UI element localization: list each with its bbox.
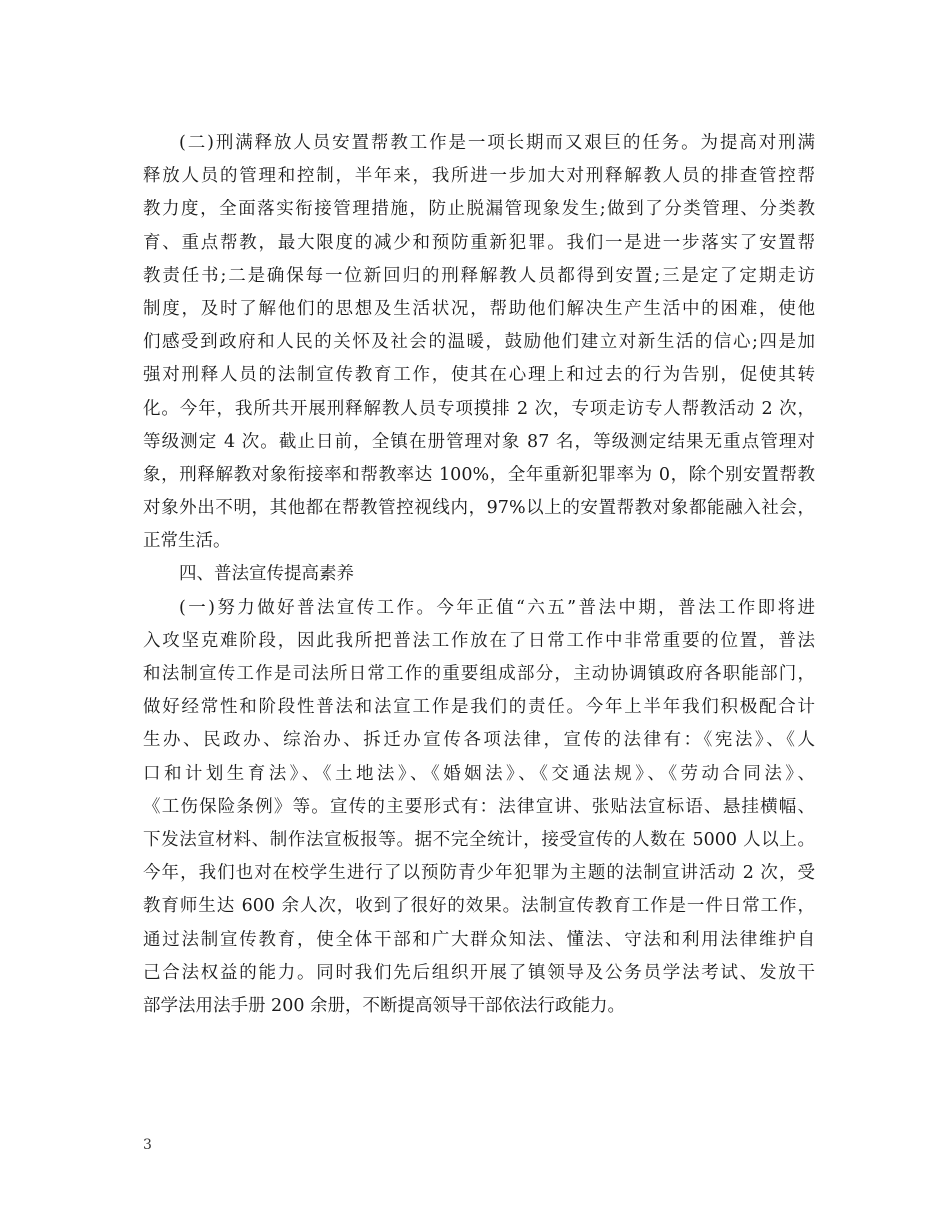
text-line: 育、重点帮教，最大限度的减少和预防重新犯罪。我们一是进一步落实了安置帮 [143, 232, 815, 253]
page-number: 3 [143, 1137, 152, 1153]
text-line: 释放人员的管理和控制，半年来，我所进一步加大对刑释解教人员的排查管控帮 [143, 166, 815, 187]
text-line: 通过法制宣传教育，使全体干部和广大群众知法、懂法、守法和利用法律维护自 [143, 929, 815, 950]
text-line: 下发法宣材料、制作法宣板报等。据不完全统计，接受宣传的人数在 5000 人以上。 [143, 829, 815, 850]
text-line: 部学法用法手册 200 余册，不断提高领导干部依法行政能力。 [143, 995, 626, 1016]
text-line: (一)努力做好普法宣传工作。今年正值“六五”普法中期，普法工作即将进 [179, 597, 815, 618]
text-line: 对象外出不明，其他都在帮教管控视线内，97%以上的安置帮教对象都能融入社会， [143, 498, 815, 519]
text-line: 强对刑释人员的法制宣传教育工作，使其在心理上和过去的行为告别，促使其转 [143, 365, 815, 386]
text-line: 生办、民政办、综治办、拆迁办宣传各项法律，宣传的法律有：《宪法》、《人 [143, 730, 815, 751]
text-line: 四、普法宣传提高素养 [179, 564, 354, 585]
text-line: 和法制宣传工作是司法所日常工作的重要组成部分，主动协调镇政府各职能部门， [143, 664, 815, 684]
text-line: 口和计划生育法》、《土地法》、《婚姻法》、《交通法规》、《劳动合同法》、 [143, 763, 815, 784]
text-line: 化。今年，我所共开展刑释解教人员专项摸排 2 次，专项走访专人帮教活动 2 次， [143, 398, 815, 419]
text-line: (二)刑满释放人员安置帮教工作是一项长期而又艰巨的任务。为提高对刑满 [179, 133, 815, 153]
text-line: 己合法权益的能力。同时我们先后组织开展了镇领导及公务员学法考试、发放干 [143, 962, 815, 983]
text-line: 等级测定 4 次。截止日前，全镇在册管理对象 87 名，等级测定结果无重点管理对 [143, 431, 815, 452]
text-line: 象，刑释解教对象衔接率和帮教率达 100%，全年重新犯罪率为 0，除个别安置帮教 [143, 464, 815, 485]
text-line: 制度，及时了解他们的思想及生活状况，帮助他们解决生产生活中的困难，使他 [143, 298, 815, 319]
text-line: 们感受到政府和人民的关怀及社会的温暖，鼓励他们建立对新生活的信心;四是加 [143, 332, 815, 353]
text-line: 做好经常性和阶段性普法和法宣工作是我们的责任。今年上半年我们积极配合计 [143, 697, 815, 718]
text-line: 教力度，全面落实衔接管理措施，防止脱漏管现象发生;做到了分类管理、分类教 [143, 199, 815, 220]
text-line: 教责任书;二是确保每一位新回归的刑释解教人员都得到安置;三是定了定期走访 [143, 265, 815, 286]
text-line: 《工伤保险条例》等。宣传的主要形式有：法律宣讲、张贴法宣标语、悬挂横幅、 [143, 796, 815, 817]
text-line: 教育师生达 600 余人次，收到了很好的效果。法制宣传教育工作是一件日常工作， [143, 896, 815, 917]
document-body [143, 127, 815, 1023]
text-line: 入攻坚克难阶段，因此我所把普法工作放在了日常工作中非常重要的位置，普法 [143, 630, 815, 651]
text-line: 正常生活。 [143, 531, 231, 552]
text-line: 今年，我们也对在校学生进行了以预防青少年犯罪为主题的法制宣讲活动 2 次，受 [143, 863, 815, 884]
